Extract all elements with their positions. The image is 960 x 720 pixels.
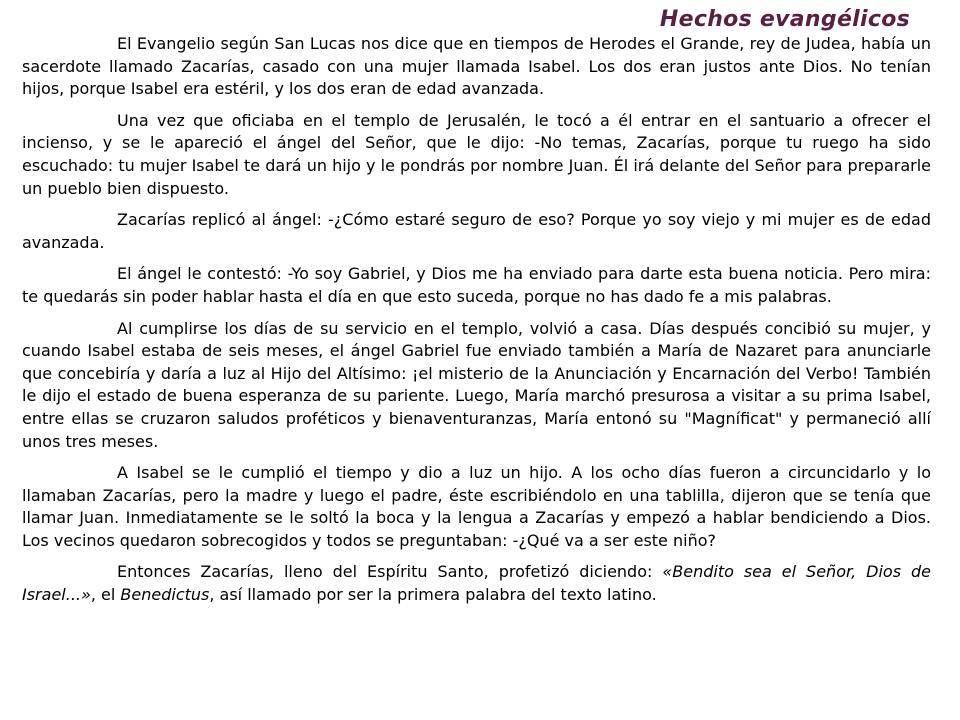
paragraph-text: Al cumplirse los días de su servicio en el templo, volvió a casa. Días después concibió su mujer, y cuando Isabel estaba de seis meses, el ángel Gabriel fue enviado también a María de Nazaret para anunciarle que concebiría y daría a luz al Hijo del Altísimo: ¡el misterio de la Anunciación y Encarnación del Verbo! También le dijo el estado de buena esperanza de su pariente. Luego, María marchó presurosa a visitar a su prima Isabel, entre ellas se cruzaron saludos proféticos y bienaventuranzas, María entonó su "Magníficat" y permaneció allí unos tres meses. xyxy=(22,318,931,451)
page-title: Hechos evangélicos xyxy=(659,7,910,32)
paragraph-1 xyxy=(22,33,931,101)
paragraph-text: , el xyxy=(90,585,121,605)
paragraph-text: El Evangelio según San Lucas nos dice que en tiempos de Herodes el Grande, rey de Judea, había un sacerdote llamado Zacarías, casado con una mujer llamada Isabel. Los dos eran justos ante Dios. No tenían hijos, porque Isabel era estéril, y los dos eran de edad avanzada. xyxy=(22,34,931,99)
paragraph-text: Entonces Zacarías, lleno del Espíritu Santo, profetizó diciendo: xyxy=(117,562,663,582)
paragraph-text: El ángel le contestó: -Yo soy Gabriel, y Dios me ha enviado para darte esta buena noticia. Pero mira: te quedarás sin poder hablar hasta el día en que esto suceda, porque no has dado fe a mis palabras. xyxy=(22,264,931,306)
paragraph-3 xyxy=(22,209,931,254)
paragraph-4 xyxy=(22,263,931,308)
document-body xyxy=(22,33,931,616)
paragraph-text: A Isabel se le cumplió el tiempo y dio a luz un hijo. A los ocho días fueron a circuncidarlo y lo llamaban Zacarías, pero la madre y luego el padre, éste escribiéndolo en una tablilla, dijeron que se tenía que llamar Juan. Inmediatamente se le soltó la boca y la lengua a Zacarías y empezó a hablar bendiciendo a Dios. Los vecinos quedaron sobrecogidos y todos se preguntaban: -¿Qué va a ser este niño? xyxy=(22,463,931,550)
quote-italic: «Bendito sea el Señor, Dios de Israel...» xyxy=(22,562,932,605)
paragraph-text: Una vez que oficiaba en el templo de Jerusalén, le tocó a él entrar en el santuario a ofrecer el incienso, y se le apareció el ángel del Señor, que le dijo: -No temas, Zacarías, porque tu ruego ha sido escuchado: tu mujer Isabel te dará un hijo y le pondrás por nombre Juan. Él irá delante del Señor para prepararle un pueblo bien dispuesto. xyxy=(22,110,931,198)
benedictus-italic: Benedictus xyxy=(120,585,210,605)
paragraph-7 xyxy=(22,561,931,606)
paragraph-2 xyxy=(22,110,931,200)
paragraph-text: Zacarías replicó al ángel: -¿Cómo estaré seguro de eso? Porque yo soy viejo y mi mujer es de edad avanzada. xyxy=(22,210,931,252)
paragraph-5 xyxy=(22,318,931,454)
paragraph-6 xyxy=(22,462,931,552)
paragraph-text: , así llamado por ser la primera palabra del texto latino. xyxy=(209,585,657,605)
